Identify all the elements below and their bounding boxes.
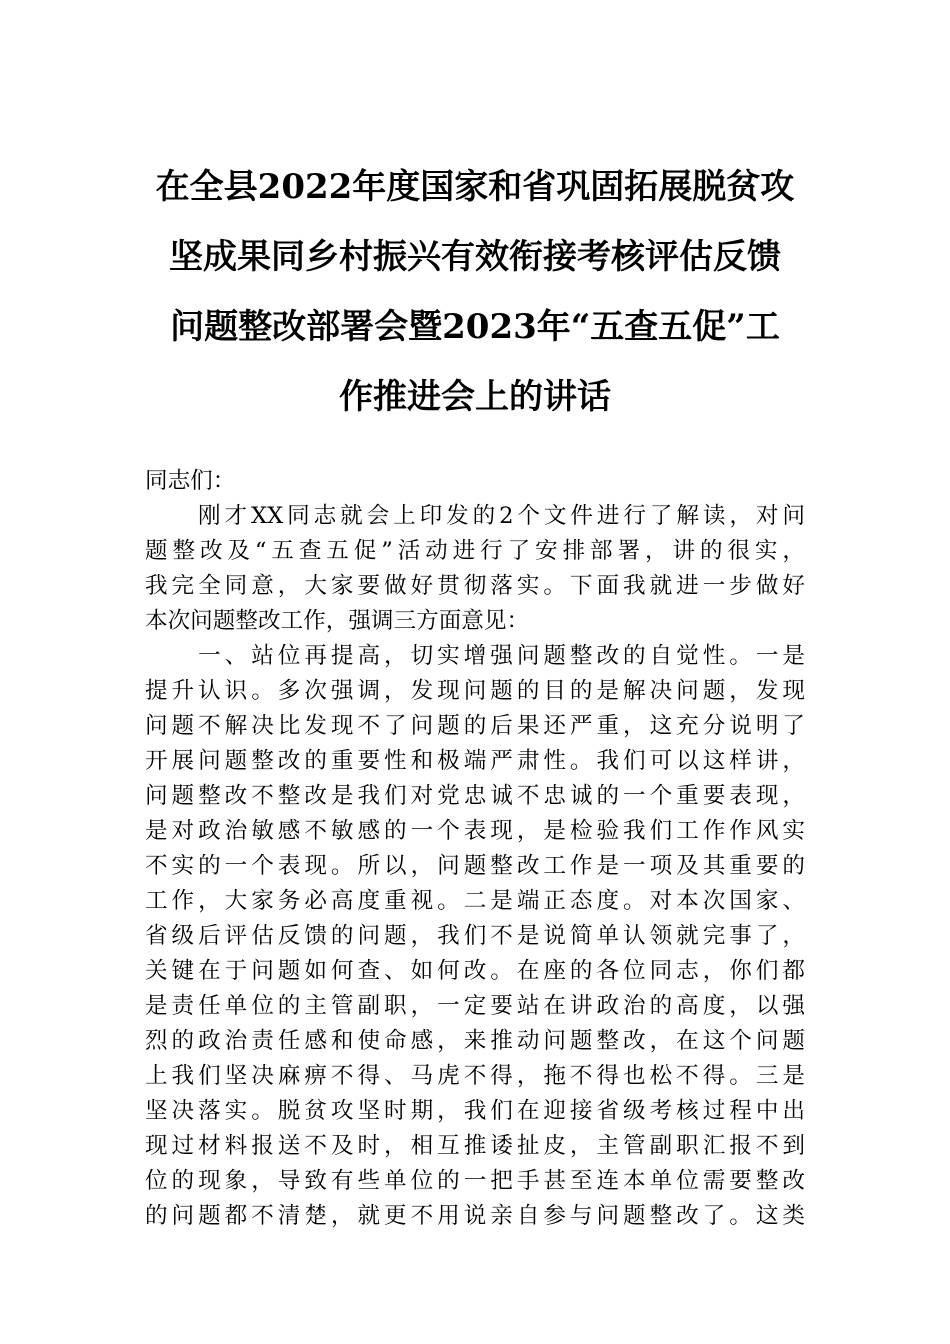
body-line: 本次问题整改工作，强调三方面意见： [145,608,530,634]
body-line: 问题不解决比发现不了问题的后果还严重，这充分说明了 [145,713,805,739]
body-line: 上我们坚决麻痹不得、马虎不得，拖不得也松不得。三是 [145,1063,805,1089]
title-line: 问题整改部署会暨2023年“五查五促”工 [170,307,780,347]
document-body [145,464,805,1234]
body-line: 烈的政治责任感和使命感，来推动问题整改，在这个问题 [145,1028,805,1054]
salutation: 同志们： [145,468,236,494]
body-line: 题整改及“五查五促”活动进行了安排部署，讲的很实， [145,538,805,564]
body-line: 不实的一个表现。所以，问题整改工作是一项及其重要的 [145,853,805,879]
body-line: 一、站位再提高，切实增强问题整改的自觉性。一是 [145,643,805,669]
title-line: 在全县2022年度国家和省巩固拓展脱贫攻 [155,167,795,207]
body-line: 工作，大家务必高度重视。二是端正态度。对本次国家、 [145,888,805,914]
body-line: 的问题都不清楚，就更不用说亲自参与问题整改了。这类 [145,1203,805,1229]
body-line: 坚决落实。脱贫攻坚时期，我们在迎接省级考核过程中出 [145,1098,805,1124]
body-line: 是责任单位的主管副职，一定要站在讲政治的高度，以强 [145,993,805,1019]
title-line: 作推进会上的讲话 [339,377,611,417]
body-line: 提升认识。多次强调，发现问题的目的是解决问题，发现 [145,678,805,704]
body-line: 现过材料报送不及时，相互推诿扯皮，主管副职汇报不到 [145,1133,805,1159]
body-line: 我完全同意，大家要做好贯彻落实。下面我就进一步做好 [145,573,805,599]
body-line: 位的现象，导致有些单位的一把手甚至连本单位需要整改 [145,1168,805,1194]
body-line: 刚才XX同志就会上印发的2个文件进行了解读，对问 [145,503,805,529]
body-line: 省级后评估反馈的问题，我们不是说简单认领就完事了， [145,923,805,949]
body-line: 是对政治敏感不敏感的一个表现，是检验我们工作作风实 [145,818,805,844]
body-line: 关键在于问题如何查、如何改。在座的各位同志，你们都 [145,958,805,984]
body-line: 问题整改不整改是我们对党忠诚不忠诚的一个重要表现， [145,783,805,809]
document-title [140,152,810,432]
title-line: 坚成果同乡村振兴有效衔接考核评估反馈 [169,237,781,277]
body-line: 开展问题整改的重要性和极端严肃性。我们可以这样讲， [145,748,805,774]
